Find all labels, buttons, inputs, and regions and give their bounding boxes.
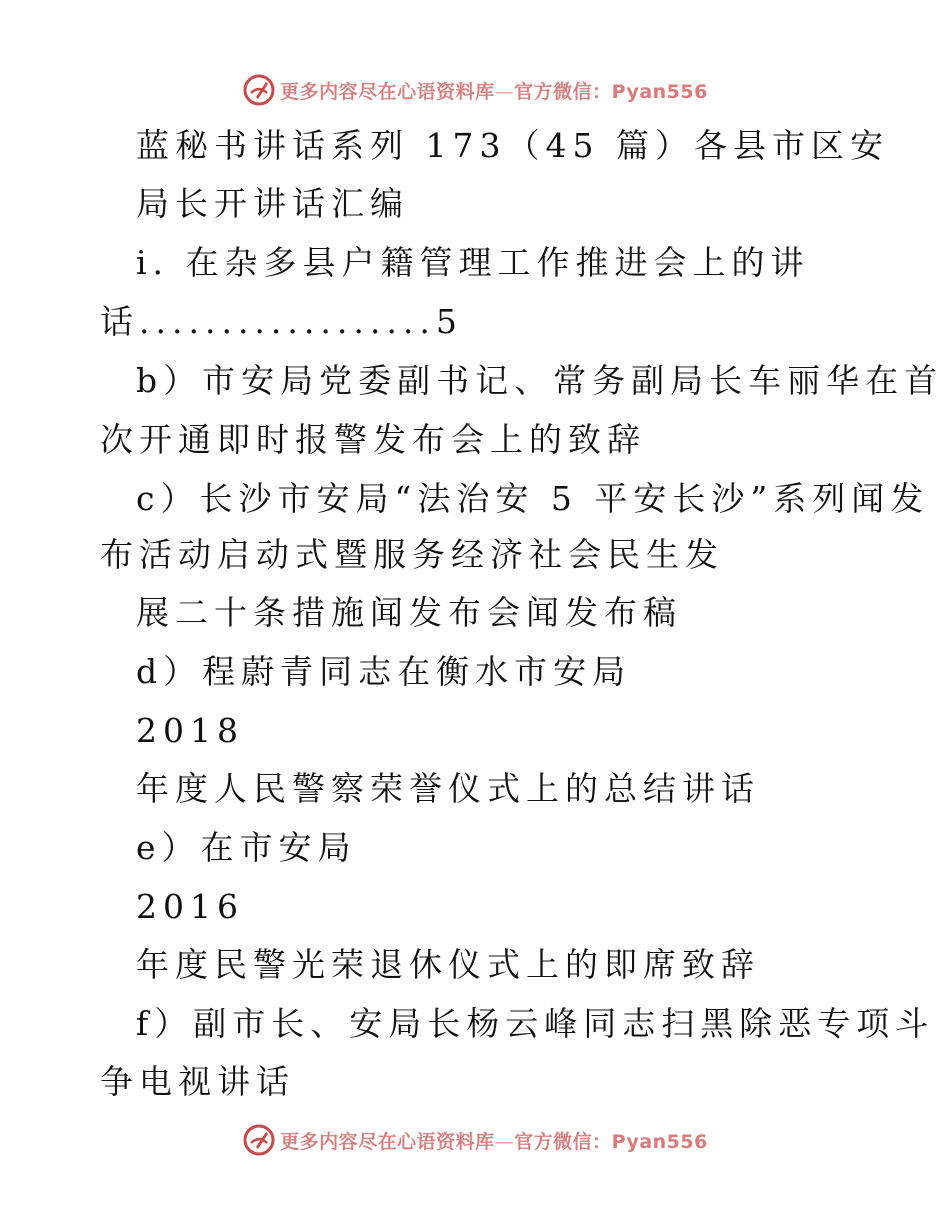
toc-item-c-continued-2: 展二十条措施闻发布会闻发布稿 <box>136 593 682 632</box>
watermark-brand: 更多内容尽在心语资料库 <box>280 80 495 103</box>
watermark-text <box>280 77 708 104</box>
toc-item-b-continued: 次开通即时报警发布会上的致辞 <box>100 420 646 459</box>
doc-title-line-2: 局长开讲话汇编 <box>136 184 409 223</box>
book-pen-logo-icon <box>242 73 276 107</box>
watermark-header <box>0 70 950 110</box>
toc-item-b: b）市安局党委副书记、常务副局长车丽华在首 <box>136 361 944 400</box>
watermark-text <box>280 1127 708 1154</box>
toc-item-f: f）副市长、安局长杨云峰同志扫黑除恶专项斗 <box>136 1004 935 1043</box>
watermark-separator: — <box>494 1130 515 1153</box>
toc-item-c: c）长沙市安局“法治安 5 平安长沙”系列闻发 <box>136 479 930 518</box>
toc-item-d-year: 2018 <box>136 711 244 750</box>
watermark-contact: 官方微信：Pyan556 <box>514 1130 708 1153</box>
toc-item-d-continued: 年度人民警察荣誉仪式上的总结讲话 <box>136 769 760 808</box>
doc-title-line-1: 蓝秘书讲话系列 173（45 篇）各县市区安 <box>136 126 889 165</box>
watermark-footer <box>0 1120 950 1160</box>
toc-item-i: i. 在杂多县户籍管理工作推进会上的讲 <box>136 243 810 282</box>
toc-item-i-continued: 话..................5 <box>100 302 463 341</box>
watermark-brand: 更多内容尽在心语资料库 <box>280 1130 495 1153</box>
toc-item-d: d）程蔚青同志在衡水市安局 <box>136 652 632 691</box>
watermark-separator: — <box>494 80 515 103</box>
toc-item-e: e）在市安局 <box>136 828 357 867</box>
toc-item-c-continued: 布活动启动式暨服务经济社会民生发 <box>100 535 724 574</box>
toc-item-e-continued: 年度民警光荣退休仪式上的即席致辞 <box>136 945 760 984</box>
toc-item-f-continued: 争电视讲话 <box>100 1062 295 1101</box>
watermark-contact: 官方微信：Pyan556 <box>514 80 708 103</box>
book-pen-logo-icon <box>242 1123 276 1157</box>
toc-item-e-year: 2016 <box>136 887 244 926</box>
